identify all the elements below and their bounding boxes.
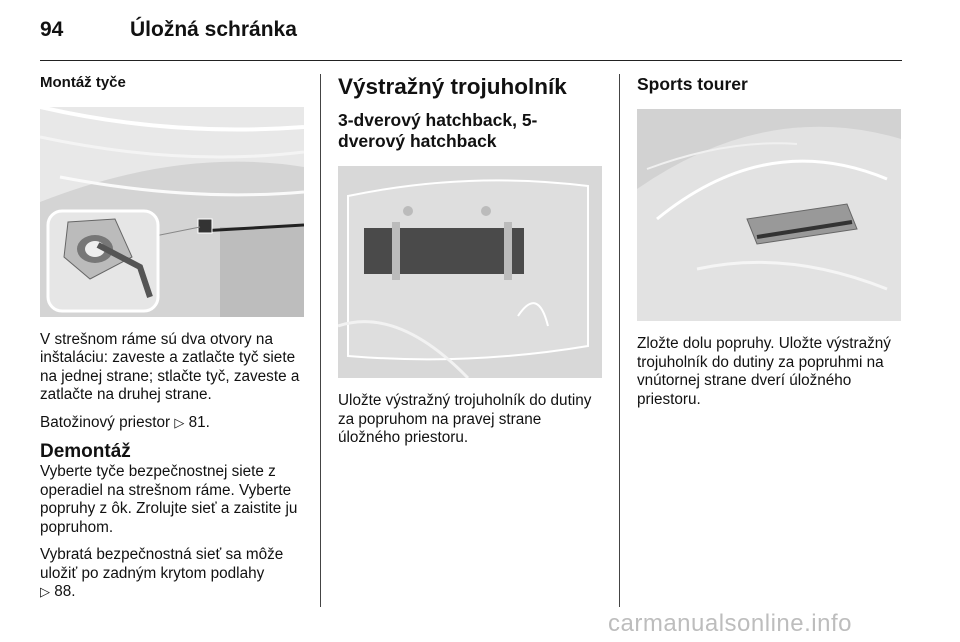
mount-instructions: V strešnom ráme sú dva otvory na inštaláciu: zaveste a zatlačte tyč siete na jednej strane; stlačte tyč, zaveste a zatlačte na druhej strane. bbox=[40, 330, 300, 403]
left-column bbox=[40, 74, 304, 611]
warning-triangle-heading: Výstražný trojuholník bbox=[338, 74, 567, 99]
hatchback-instructions: Uložte výstražný trojuholník do dutiny za popruhom na pravej strane úložného priestoru. bbox=[338, 392, 592, 446]
right-column bbox=[637, 74, 905, 418]
column-divider bbox=[619, 74, 620, 607]
reference-arrow-icon: ▷ bbox=[40, 584, 50, 599]
luggage-reference: Batožinový priestor ▷ 81. bbox=[40, 413, 210, 431]
reference-arrow-icon: ▷ bbox=[174, 414, 185, 430]
mount-subheading: Montáž tyče bbox=[40, 74, 126, 91]
sports-tourer-instructions: Zložte dolu popruhy. Uložte výstražný trojuholník do dutiny za popruhmi na vnútornej strane dverí úložného priestoru. bbox=[637, 335, 891, 408]
page-number: 94 bbox=[40, 18, 64, 41]
section-title: Úložná schránka bbox=[130, 18, 297, 41]
hatchback-subheading: 3-dverový hatchback, 5-dverový hatchback bbox=[338, 110, 538, 151]
hatchback-triangle-figure bbox=[338, 166, 602, 378]
removal-heading: Demontáž bbox=[40, 441, 131, 462]
middle-column bbox=[338, 74, 602, 457]
sports-tourer-subheading: Sports tourer bbox=[637, 74, 748, 94]
sports-tourer-triangle-figure bbox=[637, 109, 901, 321]
watermark: carmanualsonline.info bbox=[608, 610, 852, 637]
removal-instructions: Vyberte tyče bezpečnostnej siete z operadiel na strešnom ráme. Vyberte popruhy z ôk. Zrolujte sieť a zaistite ju popruhom. bbox=[40, 463, 298, 536]
rod-mounting-figure bbox=[40, 107, 304, 317]
column-divider bbox=[320, 74, 321, 607]
header-rule bbox=[40, 60, 902, 61]
storage-note: Vybratá bezpečnostná sieť sa môže uložiť po zadným krytom podlahy ▷ 88. bbox=[40, 546, 284, 600]
